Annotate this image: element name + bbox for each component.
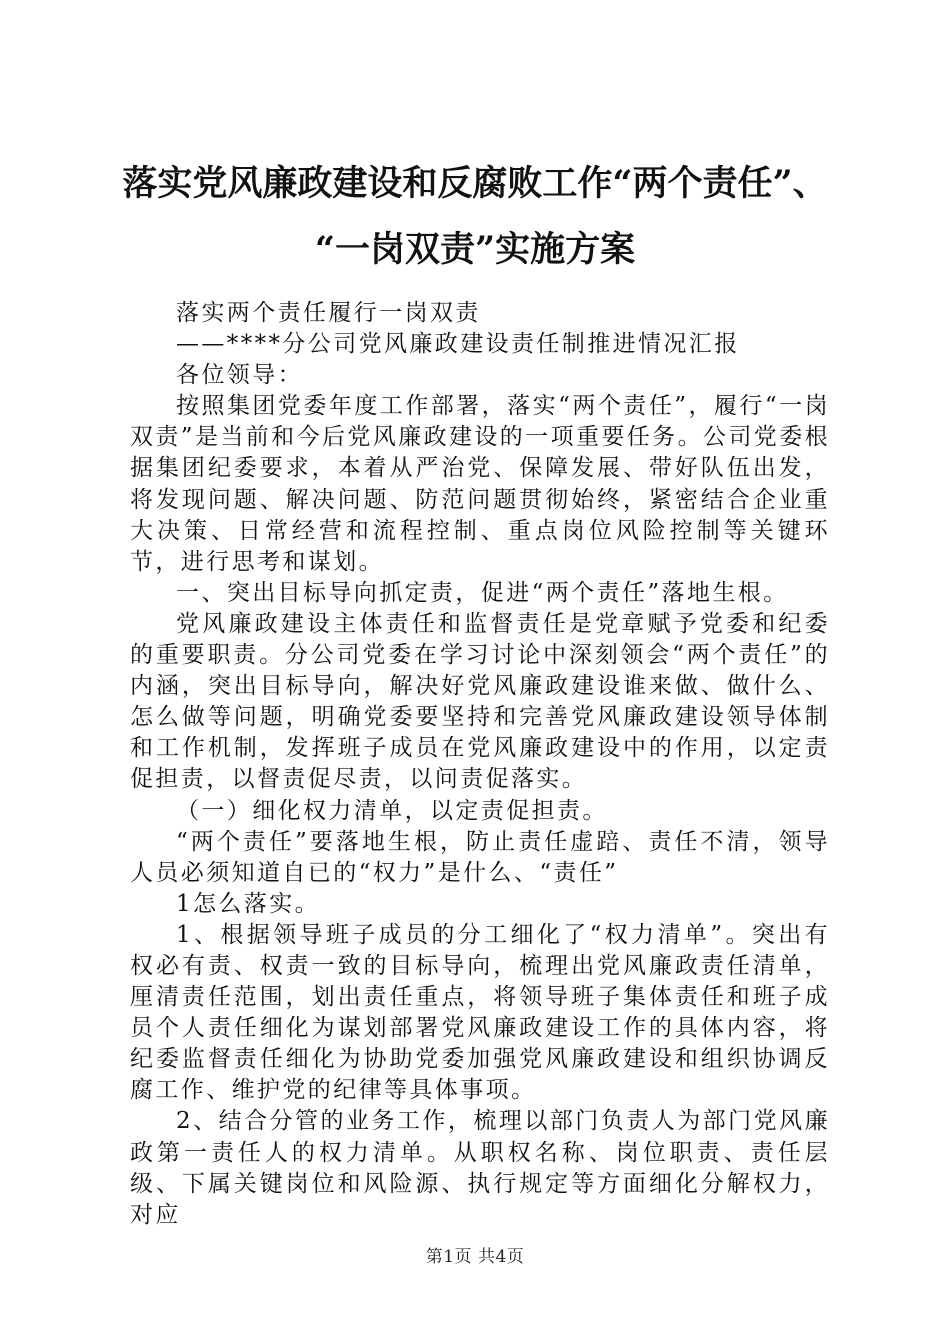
paragraph-section-1-heading: 一、突出目标导向抓定责，促进“两个责任”落地生根。 — [176, 579, 789, 606]
paragraph-how-implement: 1怎么落实。 — [176, 890, 321, 917]
page-footer: 第1页 共4页 — [425, 1247, 525, 1267]
paragraph-section-1-body: 党风廉政建设主体责任和监督责任是党章赋予党委和纪委的重要职责。分公司党委在学习讨论中深刻领会“两个责任”的内涵，突出目标导向，解决好党风廉政建设谁来做、做什么、怎么做等问题，明确党委要坚持和完善党风廉政建设领导体制和工作机制，发挥班子成员在党风廉政建设中的作用，以定责促担责，以督责促尽责，以问责促落实。 — [130, 610, 830, 793]
paragraph-report-heading: ——****分公司党风廉政建设责任制推进情况汇报 — [176, 331, 740, 358]
paragraph-subsection-1-heading: （一）细化权力清单，以定责促担责。 — [176, 797, 608, 824]
paragraph-salutation: 各位领导： — [176, 362, 303, 389]
paragraph-intro: 按照集团党委年度工作部署，落实“两个责任”，履行“一岗双责”是当前和今后党风廉政建设的一项重要任务。公司党委根据集团纪委要求，本着从严治党、保障发展、带好队伍出发，将发现问题、解决问题、防范问题贯彻始终，紧密结合企业重大决策、日常经营和流程控制、重点岗位风险控制等关键环节，进行思考和谋划。 — [130, 393, 830, 575]
document-title-line-1: 落实党风廉政建设和反腐败工作“两个责任”、 — [122, 163, 828, 204]
paragraph-item-1: 1、根据领导班子成员的分工细化了“权力清单”。突出有权必有责、权责一致的目标导向，梳理出党风廉政责任清单，厘清责任范围，划出责任重点，将领导班子集体责任和班子成员个人责任细化为谋划部署党风廉政建设工作的具体内容，将纪委监督责任细化为协助党委加强党风廉政建设和组织协调反腐工作、维护党的纪律等具体事项。 — [130, 921, 830, 1104]
paragraph-subsection-1-body: “两个责任”要落地生根，防止责任虚踣、责任不清，领导人员必须知道自已的“权力”是什么、“责任” — [130, 828, 830, 886]
document-title-line-2: “一岗双责”实施方案 — [314, 229, 636, 270]
paragraph-subtitle: 落实两个责任履行一岗双责 — [176, 300, 481, 326]
document-body — [130, 298, 830, 1231]
paragraph-item-2: 2、结合分管的业务工作，梳理以部门负责人为部门党风廉政第一责任人的权力清单。从职权名称、岗位职责、责任层级、下属关键岗位和风险源、执行规定等方面细化分解权力，对应 — [130, 1108, 830, 1228]
